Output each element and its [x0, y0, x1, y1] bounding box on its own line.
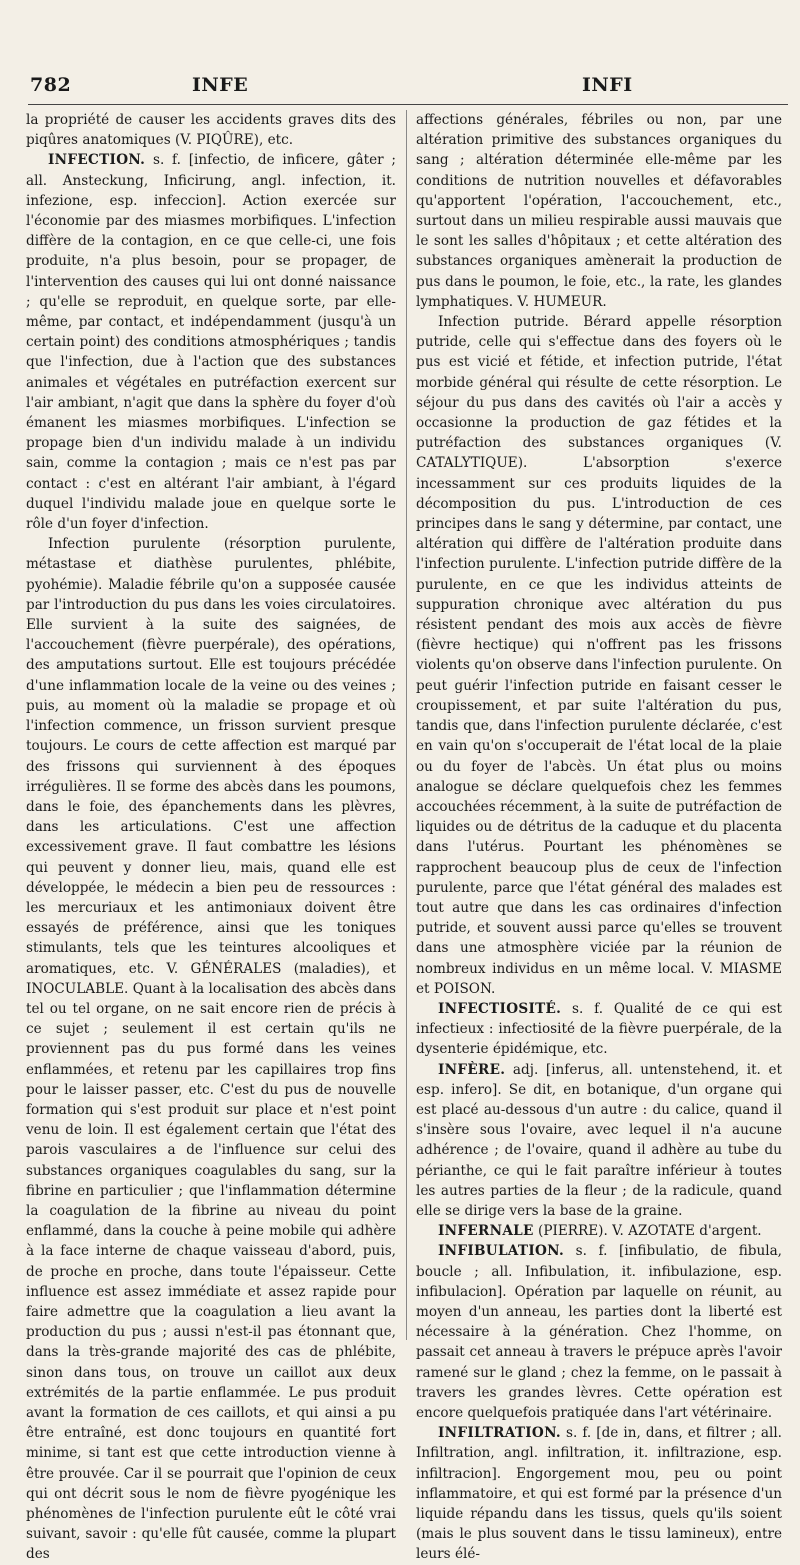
continuation-paragraph-right: affections générales, fébriles ou non, par une altération primitive des substances organiques du sang ; altération déterminée elle-même par les conditions de nutrition nouvelles et défavorables qu'apportent l'opération, l'accouchement, etc., surtout dans un milieu respirable aussi mauvais que le sont les salles d'hôpitaux ; et cette altération des substances organiques amènerait la production de pus dans le poumon, le foie, etc., la rate, les glandes lymphatiques. V. HUMEUR. — [416, 112, 782, 310]
left-column — [26, 110, 396, 1565]
headword-infectiosite: INFECTIOSITÉ. — [438, 1000, 562, 1017]
headword-infiltration: INFILTRATION. — [438, 1425, 561, 1442]
entry-infere — [416, 1060, 782, 1222]
column-divider — [406, 110, 407, 1340]
entry-infernale-body: (PIERRE). V. AZOTATE d'argent. — [538, 1223, 762, 1240]
entry-infectiosite — [416, 999, 782, 1060]
subentry-infection-purulente: Infection purulente (résorption purulente, métastase et diathèse purulentes, phlébite, pyohémie). Maladie fébrile qu'on a supposée causée par l'introduction du pus dans les voies circulatoires. Elle survient à la suite des saignées, de l'accouchement (fièvre puerpérale), des opérations, des amputations surtout. Elle est toujours précédée d'une inflammation locale de la veine ou des veines ; puis, au moment où la maladie se propage et où l'infection commence, un frisson survient presque toujours. Le cours de cette affection est marqué par des frissons qui surviennent à des époques irrégulières. Il se forme des abcès dans les poumons, dans le foie, des épanchements dans les plèvres, dans les articulations. C'est une affection excessivement grave. Il faut combattre les lésions qui peuvent y donner lieu, mais, quand elle est développée, le médecin a bien peu de ressources : les mercuriaux et les antimoniaux doivent être essayés de préférence, ainsi que les toniques stimulants, tels que les teintures alcooliques et aromatiques, etc. V. GÉNÉRALES (maladies), et INOCULABLE. Quant à la localisation des abcès dans tel ou tel organe, on ne sait encore rien de précis à ce sujet ; seulement il est certain qu'ils ne proviennent pas du pus formé dans les veines enflammées, et retenu par les capillaires trop fins pour le laisser passer, etc. C'est du pus de nouvelle formation qui s'est produit sur place et n'est point venu de loin. Il est également certain que l'état des parois vasculaires a de l'influence sur celui des substances organiques coagulables du sang, sur la fibrine en particulier ; que l'inflammation détermine la coagulation de la fibrine au niveau du point enflammé, dans la couche à peine mobile qui adhère à la face interne de chaque vaisseau d'abord, puis, de proche en proche, dans toute l'épaisseur. Cette influence est assez immédiate et assez rapide pour faire admettre que la coagulation a lieu avant la production du pus ; aussi n'est-il pas étonnant que, dans la très-grande majorité des cas de phlébite, sinon dans tous, on trouve un caillot aux deux extrémités de la partie enflammée. Le pus produit avant la formation de ces caillots, et qui ainsi a pu être entraîné, est donc toujours en quantité fort minime, si tant est que cette introduction vienne à être prouvée. Car il se pourrait que l'opinion de ceux qui ont décrit sous le nom de fièvre pyogénique les phénomènes de l'infection purulente eût le côté vrai suivant, savoir : qu'elle fût causée, comme la plupart des — [26, 536, 396, 1563]
entry-infectiosite-body: s. f. Qualité de ce qui est infectieux : infectiosité de la fièvre puerpérale, de la dysenterie épidémique, etc. — [416, 1000, 782, 1058]
headword-infection: INFECTION. — [48, 152, 146, 169]
right-running-head: INFI — [582, 74, 633, 96]
headword-infere: INFÈRE. — [438, 1061, 506, 1078]
entry-infere-body: adj. [inferus, all. untenstehend, it. et esp. infero]. Se dit, en botanique, d'un organe qui est placé au-dessous d'un autre : du calice, quand il s'insère sous l'ovaire, avec lequel il n'a aucune adhérence ; de l'ovaire, quand il adhère au tube du périanthe, ce qui le fait paraître inférieur à toutes les autres parties de la fleur ; de la radicule, quand elle se dirige vers la base de la graine. — [416, 1061, 782, 1219]
entry-infection — [26, 150, 396, 534]
headword-infernale: INFERNALE — [438, 1223, 534, 1240]
header-rule — [28, 104, 788, 105]
page-number: 782 — [30, 74, 72, 96]
right-column — [416, 110, 782, 1565]
headword-infibulation: INFIBULATION. — [438, 1243, 565, 1260]
left-running-head: INFE — [192, 74, 249, 96]
entry-infernale — [416, 1221, 782, 1241]
subentry-infection-putride: Infection putride. Bérard appelle résorption putride, celle qui s'effectue dans des foyers où le pus est vicié et fétide, et infection putride, l'état morbide général qui résulte de cette résorption. Le séjour du pus dans des cavités où l'air a accès y occasionne la production de gaz fétides et la putréfaction des substances organiques (V. CATALYTIQUE). L'absorption s'exerce incessamment sur ces produits liquides de la décomposition du pus. L'introduction de ces principes dans le sang y détermine, par contact, une altération qui diffère de l'altération produite dans l'infection purulente. L'infection putride diffère de la purulente, en ce que les individus atteints de suppuration chronique avec altération du pus résistent pendant des mois aux accès de fièvre (fièvre hectique) qui n'offrent pas les frissons violents qu'on observe dans l'infection purulente. On peut guérir l'infection putride en faisant cesser le croupissement, et par suite l'altération du pus, tandis que, dans l'infection purulente déclarée, c'est en vain qu'on s'occuperait de l'état local de la plaie ou du foyer de l'abcès. Un état plus ou moins analogue se déclare quelquefois chez les femmes accouchées récemment, à la suite de putréfaction de liquides ou de détritus de la caduque et du placenta dans l'utérus. Pourtant les phénomènes se rapprochent beaucoup plus de ceux de l'infection purulente, parce que l'état général des malades est tout autre que dans les cas ordinaires d'infection putride, et souvent aussi parce qu'elles se trouvent dans une atmosphère viciée par la réunion de nombreux individus en un même local. V. MIASME et POISON. — [416, 314, 782, 997]
entry-infibulation — [416, 1241, 782, 1423]
entry-infection-body: s. f. [infectio, de inficere, gâter ; all. Ansteckung, Inficirung, angl. infection, it. infezione, esp. infeccion]. Action exercée sur l'économie par des miasmes morbifiques. L'infection diffère de la contagion, en ce que celle-ci, une fois produite, n'a plus besoin, pour se propager, de l'intervention des causes qui lui ont donné naissance ; qu'elle se reproduit, en quelque sorte, par elle-même, par contact, et indépendamment (jusqu'à un certain point) des conditions atmosphériques ; tandis que l'infection, due à l'action que des substances animales et végétales en putréfaction exercent sur l'air ambiant, n'agit que dans la sphère du foyer d'où émanent les miasmes morbifiques. L'infection se propage bien d'un individu malade à un individu sain, comme la contagion ; mais ce n'est pas par contact : c'est en altérant l'air ambiant, à l'égard duquel l'individu malade joue en quelque sorte le rôle d'un foyer d'infection. — [26, 152, 396, 533]
entry-infiltration — [416, 1423, 782, 1564]
entry-infibulation-body: s. f. [infibulatio, de fibula, boucle ; all. Infibulation, it. infibulazione, esp. infibulacion]. Opération par laquelle on réunit, au moyen d'un anneau, les parties dont la liberté est nécessaire à la génération. Chez l'homme, on passait cet anneau à travers le prépuce après l'avoir ramené sur le gland ; chez la femme, on le passait à travers les grandes lèvres. Cette opération est encore quelquefois pratiquée dans l'art vétérinaire. — [416, 1243, 782, 1421]
entry-infiltration-body: s. f. [de in, dans, et filtrer ; all. Infiltration, angl. infiltration, it. infiltrazione, esp. infiltracion]. Engorgement mou, peu ou point inflammatoire, et qui est formé par la présence d'un liquide répandu dans les tissus, quels qu'ils soient (mais le plus souvent dans le tissu lamineux), entre leurs élé- — [416, 1425, 782, 1563]
continuation-paragraph: la propriété de causer les accidents graves dits des piqûres anatomiques (V. PIQÛRE), etc. — [26, 112, 396, 149]
